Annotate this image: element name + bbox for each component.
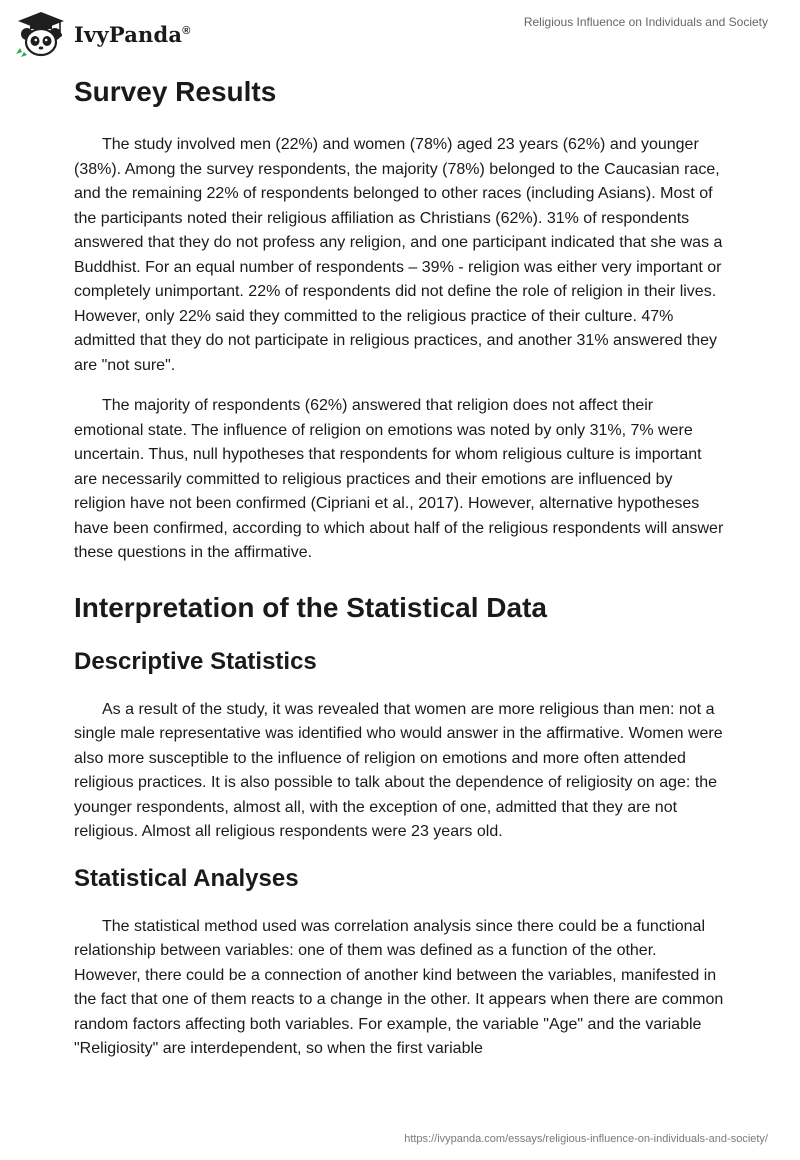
essay-content [74, 68, 724, 1062]
document-title: Religious Influence on Individuals and Society [523, 15, 768, 29]
ivypanda-logo[interactable] [14, 10, 191, 58]
paragraph: The study involved men (22%) and women (78%) aged 23 years (62%) and younger (38%). Among the survey respondents, the majority (78%) belonged to the Caucasian race, and the remaining 22% of respondents belonged to other races (including Asians). Most of the participants noted their religious affiliation as Christians (62%). 31% of respondents answered that they do not profess any religion, and one participant indicated that she was a Buddhist. For an equal number of respondents – 39% - religion was either very important or completely unimportant. 22% of respondents did not define the role of religion in their lives. However, only 22% said they committed to the religious practice of their culture. 47% admitted that they do not participate in religious practices, and another 31% answered they are "not sure". [74, 136, 723, 374]
heading-interpretation: Interpretation of the Statistical Data [74, 591, 547, 623]
source-url-link[interactable]: https://ivypanda.com/essays/religious-influence-on-individuals-and-society/ [404, 1133, 768, 1145]
panda-graduate-icon [14, 10, 68, 58]
heading-survey-results: Survey Results [74, 76, 277, 107]
heading-statistical-analyses: Statistical Analyses [74, 864, 299, 892]
paragraph: The statistical method used was correlation analysis since there could be a functional relationship between variables: one of them was defined as a function of the other. However, there could be a connection of another kind between the variables, manifested in the fact that one of them reacts to a change in the other. It appears when there are common random factors affecting both variables. For example, the variable "Age" and the variable "Religiosity" are interdependent, so when the first variable [74, 917, 724, 1057]
brand-name: IvyPanda® [74, 21, 191, 47]
paragraph: The majority of respondents (62%) answered that religion does not affect their emotional state. The influence of religion on emotions was noted by only 31%, 7% were uncertain. Thus, null hypotheses that respondents for whom religious culture is important are necessarily committed to religious practices and their emotions are influenced by religion have not been confirmed (Cipriani et al., 2017). However, alternative hypotheses have been confirmed, according to which about half of the religious respondents will answer these questions in the affirmative. [74, 397, 724, 561]
paragraph: As a result of the study, it was revealed that women are more religious than men: not a single male representative was identified who would answer in the affirmative. Women were also more susceptible to the influence of religion on emotions and more often attended religious practices. It is also possible to talk about the dependence of religiosity on age: the younger respondents, almost all, with the exception of one, admitted that they are not religious. Almost all religious respondents were 23 years old. [74, 700, 723, 840]
heading-descriptive-statistics: Descriptive Statistics [74, 647, 317, 675]
